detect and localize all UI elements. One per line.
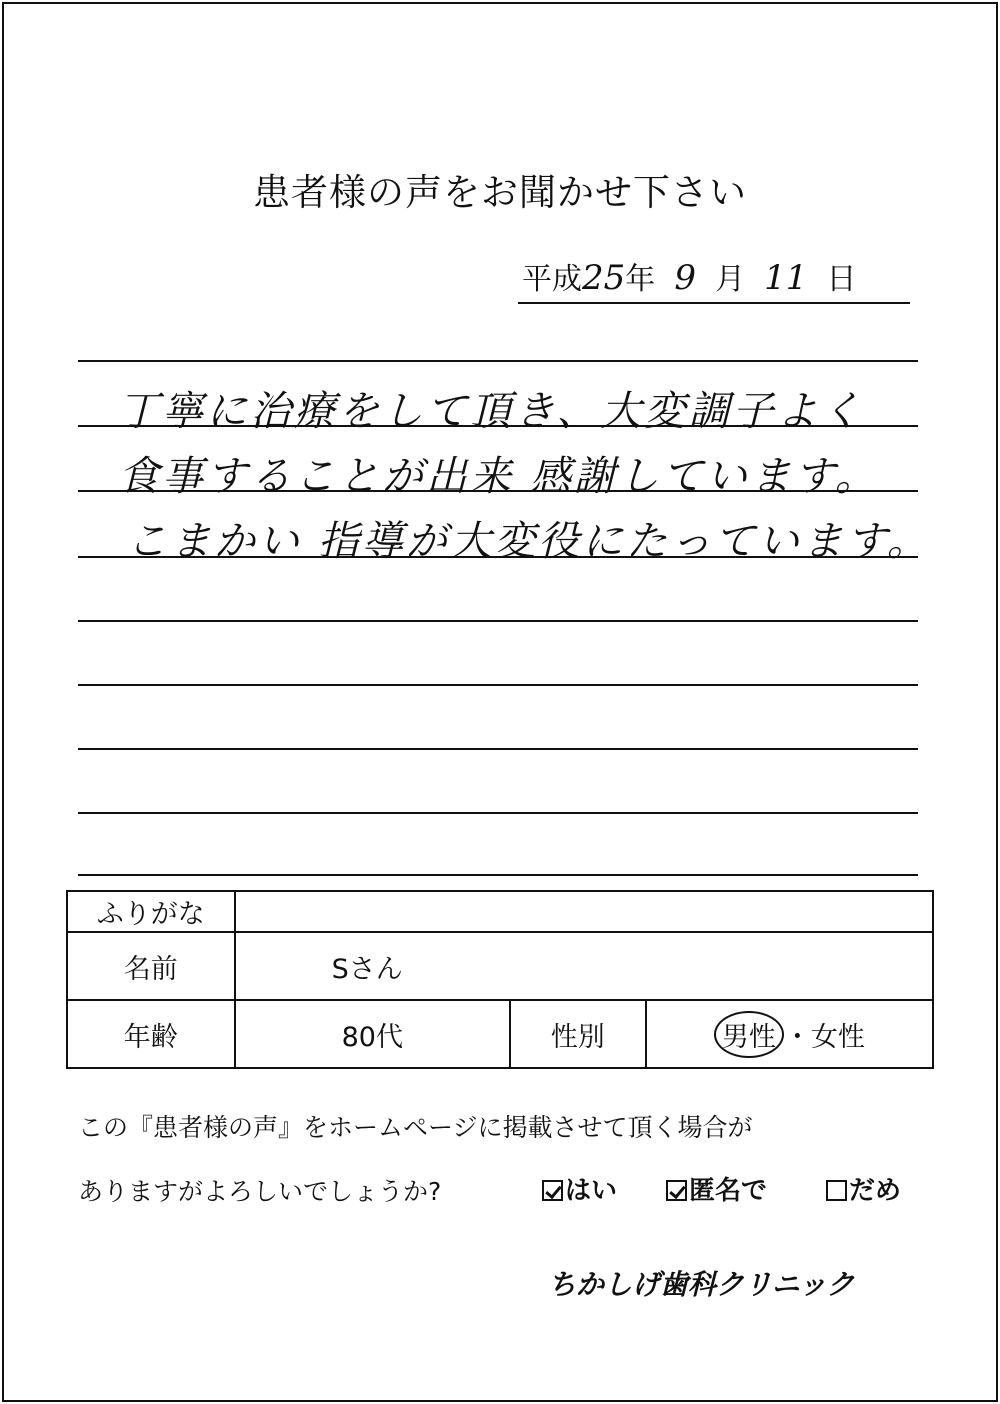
ruled-line <box>78 874 918 876</box>
ruled-line <box>78 360 918 362</box>
consent-notice-line2: ありますがよろしいでしょうか? <box>78 1177 442 1206</box>
gender-male-selected: 男性 <box>714 1011 784 1058</box>
comment-line: 食事することが出来 感謝しています。 <box>118 452 879 500</box>
comment-line: 丁寧に治療をして頂き、大変調子よく <box>118 387 865 435</box>
date-text <box>522 254 856 298</box>
age-value: 80代 <box>235 1000 510 1068</box>
clinic-name: ちかしげ歯科クリニック <box>548 1268 855 1301</box>
name-value: Sさん <box>235 932 933 1000</box>
date-year-unit: 年 <box>625 262 656 297</box>
option-no-label: だめ <box>849 1176 902 1206</box>
date-month-unit: 月 <box>715 262 746 297</box>
age-label: 年齢 <box>67 1000 235 1068</box>
gender-separator: ・ <box>783 1021 811 1053</box>
name-row <box>67 932 933 1000</box>
date-era: 平成 <box>522 262 582 297</box>
gender-label: 性別 <box>510 1000 646 1068</box>
date-day: 11 <box>764 258 808 298</box>
ruled-line <box>78 812 918 814</box>
checkbox-empty-icon[interactable] <box>826 1180 847 1201</box>
ruled-line <box>78 620 918 622</box>
consent-notice-line1: この『患者様の声』をホームページに掲載させて頂く場合が <box>78 1113 753 1142</box>
gender-female: 女性 <box>810 1021 865 1053</box>
furigana-value <box>235 891 933 932</box>
date-month: 9 <box>674 258 696 298</box>
ruled-line <box>78 748 918 750</box>
age-row <box>67 1000 933 1068</box>
furigana-label: ふりがな <box>67 891 235 932</box>
name-label: 名前 <box>67 932 235 1000</box>
patient-info-table <box>66 890 934 1069</box>
option-no[interactable] <box>826 1170 901 1207</box>
date-field <box>518 258 910 304</box>
page-title: 患者様の声をお聞かせ下さい <box>253 171 747 214</box>
checkbox-checked-icon[interactable] <box>666 1180 687 1201</box>
ruled-line <box>78 684 918 686</box>
option-yes[interactable] <box>542 1170 617 1207</box>
gender-options <box>646 1000 933 1068</box>
date-day-unit: 日 <box>826 262 857 297</box>
comment-line: こまかい 指導が大変役にたっています。 <box>126 517 931 565</box>
option-anonymous-label: 匿名で <box>689 1176 768 1206</box>
option-yes-label: はい <box>565 1176 618 1206</box>
furigana-row <box>67 891 933 932</box>
checkbox-checked-icon[interactable] <box>542 1180 563 1201</box>
option-anonymous[interactable] <box>666 1170 767 1207</box>
date-year: 25 <box>582 258 626 298</box>
